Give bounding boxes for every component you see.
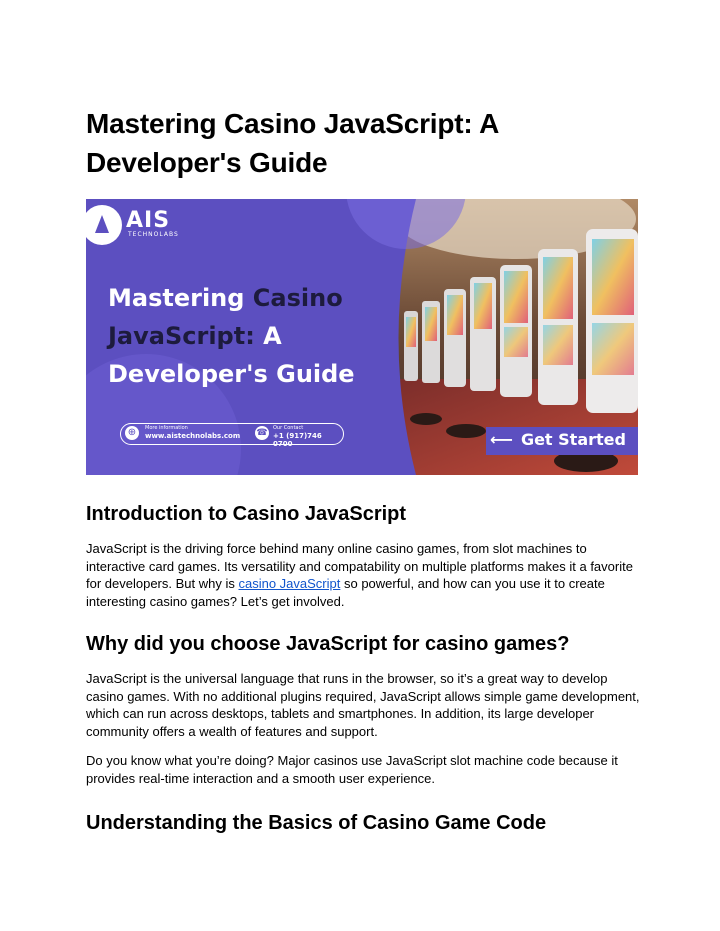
headline-part: Mastering (108, 284, 253, 312)
headline-part: A (254, 322, 282, 350)
info-label: More information (145, 425, 188, 431)
heading-basics: Understanding the Basics of Casino Game Code (86, 812, 547, 834)
brand-logo-subtitle: TECHNOLABS (128, 231, 179, 238)
casino-javascript-link[interactable]: casino JavaScript (238, 576, 341, 591)
heading-why-javascript: Why did you choose JavaScript for casino games? (86, 633, 570, 655)
get-started-cta (490, 429, 626, 451)
page-title: Mastering Casino JavaScript: A Developer's Guide (86, 108, 499, 178)
banner-headline (108, 279, 355, 393)
intro-paragraph (86, 540, 642, 610)
why-paragraph-2: Do you know what you’re doing? Major casinos use JavaScript slot machine code because it provides real-time interaction and a smooth user experience. (86, 753, 618, 786)
hero-banner-image (86, 199, 638, 475)
intro-text: JavaScript is the driving force behind many online casino games, from slot machines to interactive card games. Its versatility and compatability on multiple platforms makes it a favorite for developers. But why is (86, 541, 633, 591)
cta-label: Get Started (520, 430, 626, 449)
contact-phone: +1 (917)746 0700 (273, 432, 322, 448)
heading-introduction: Introduction to Casino JavaScript (86, 503, 407, 525)
intro-text-end: so powerful, and how can you use it to create interesting casino games? Let’s get involved. (86, 576, 605, 609)
why-paragraph-1: JavaScript is the universal language that runs in the browser, so it’s a great way to develop casino games. With no additional plugins required, JavaScript allows simple game development, which can run across desktops, tablets and smartphones. In addition, its large developer community offers a wealth of features and support. (86, 671, 640, 739)
headline-accent: Casino (252, 284, 343, 312)
info-website: www.aistechnolabs.com (145, 432, 241, 440)
headline-accent: JavaScript: (108, 322, 255, 350)
globe-icon: ⊕ (125, 426, 139, 440)
contact-label: Our Contact (273, 425, 304, 431)
contact-pill (120, 423, 344, 448)
headline-part: Developer's Guide (108, 360, 355, 388)
phone-icon: ☎ (256, 428, 268, 438)
brand-logo-text: AIS (126, 208, 171, 233)
arrow-left-icon: ⟵ (490, 430, 513, 449)
